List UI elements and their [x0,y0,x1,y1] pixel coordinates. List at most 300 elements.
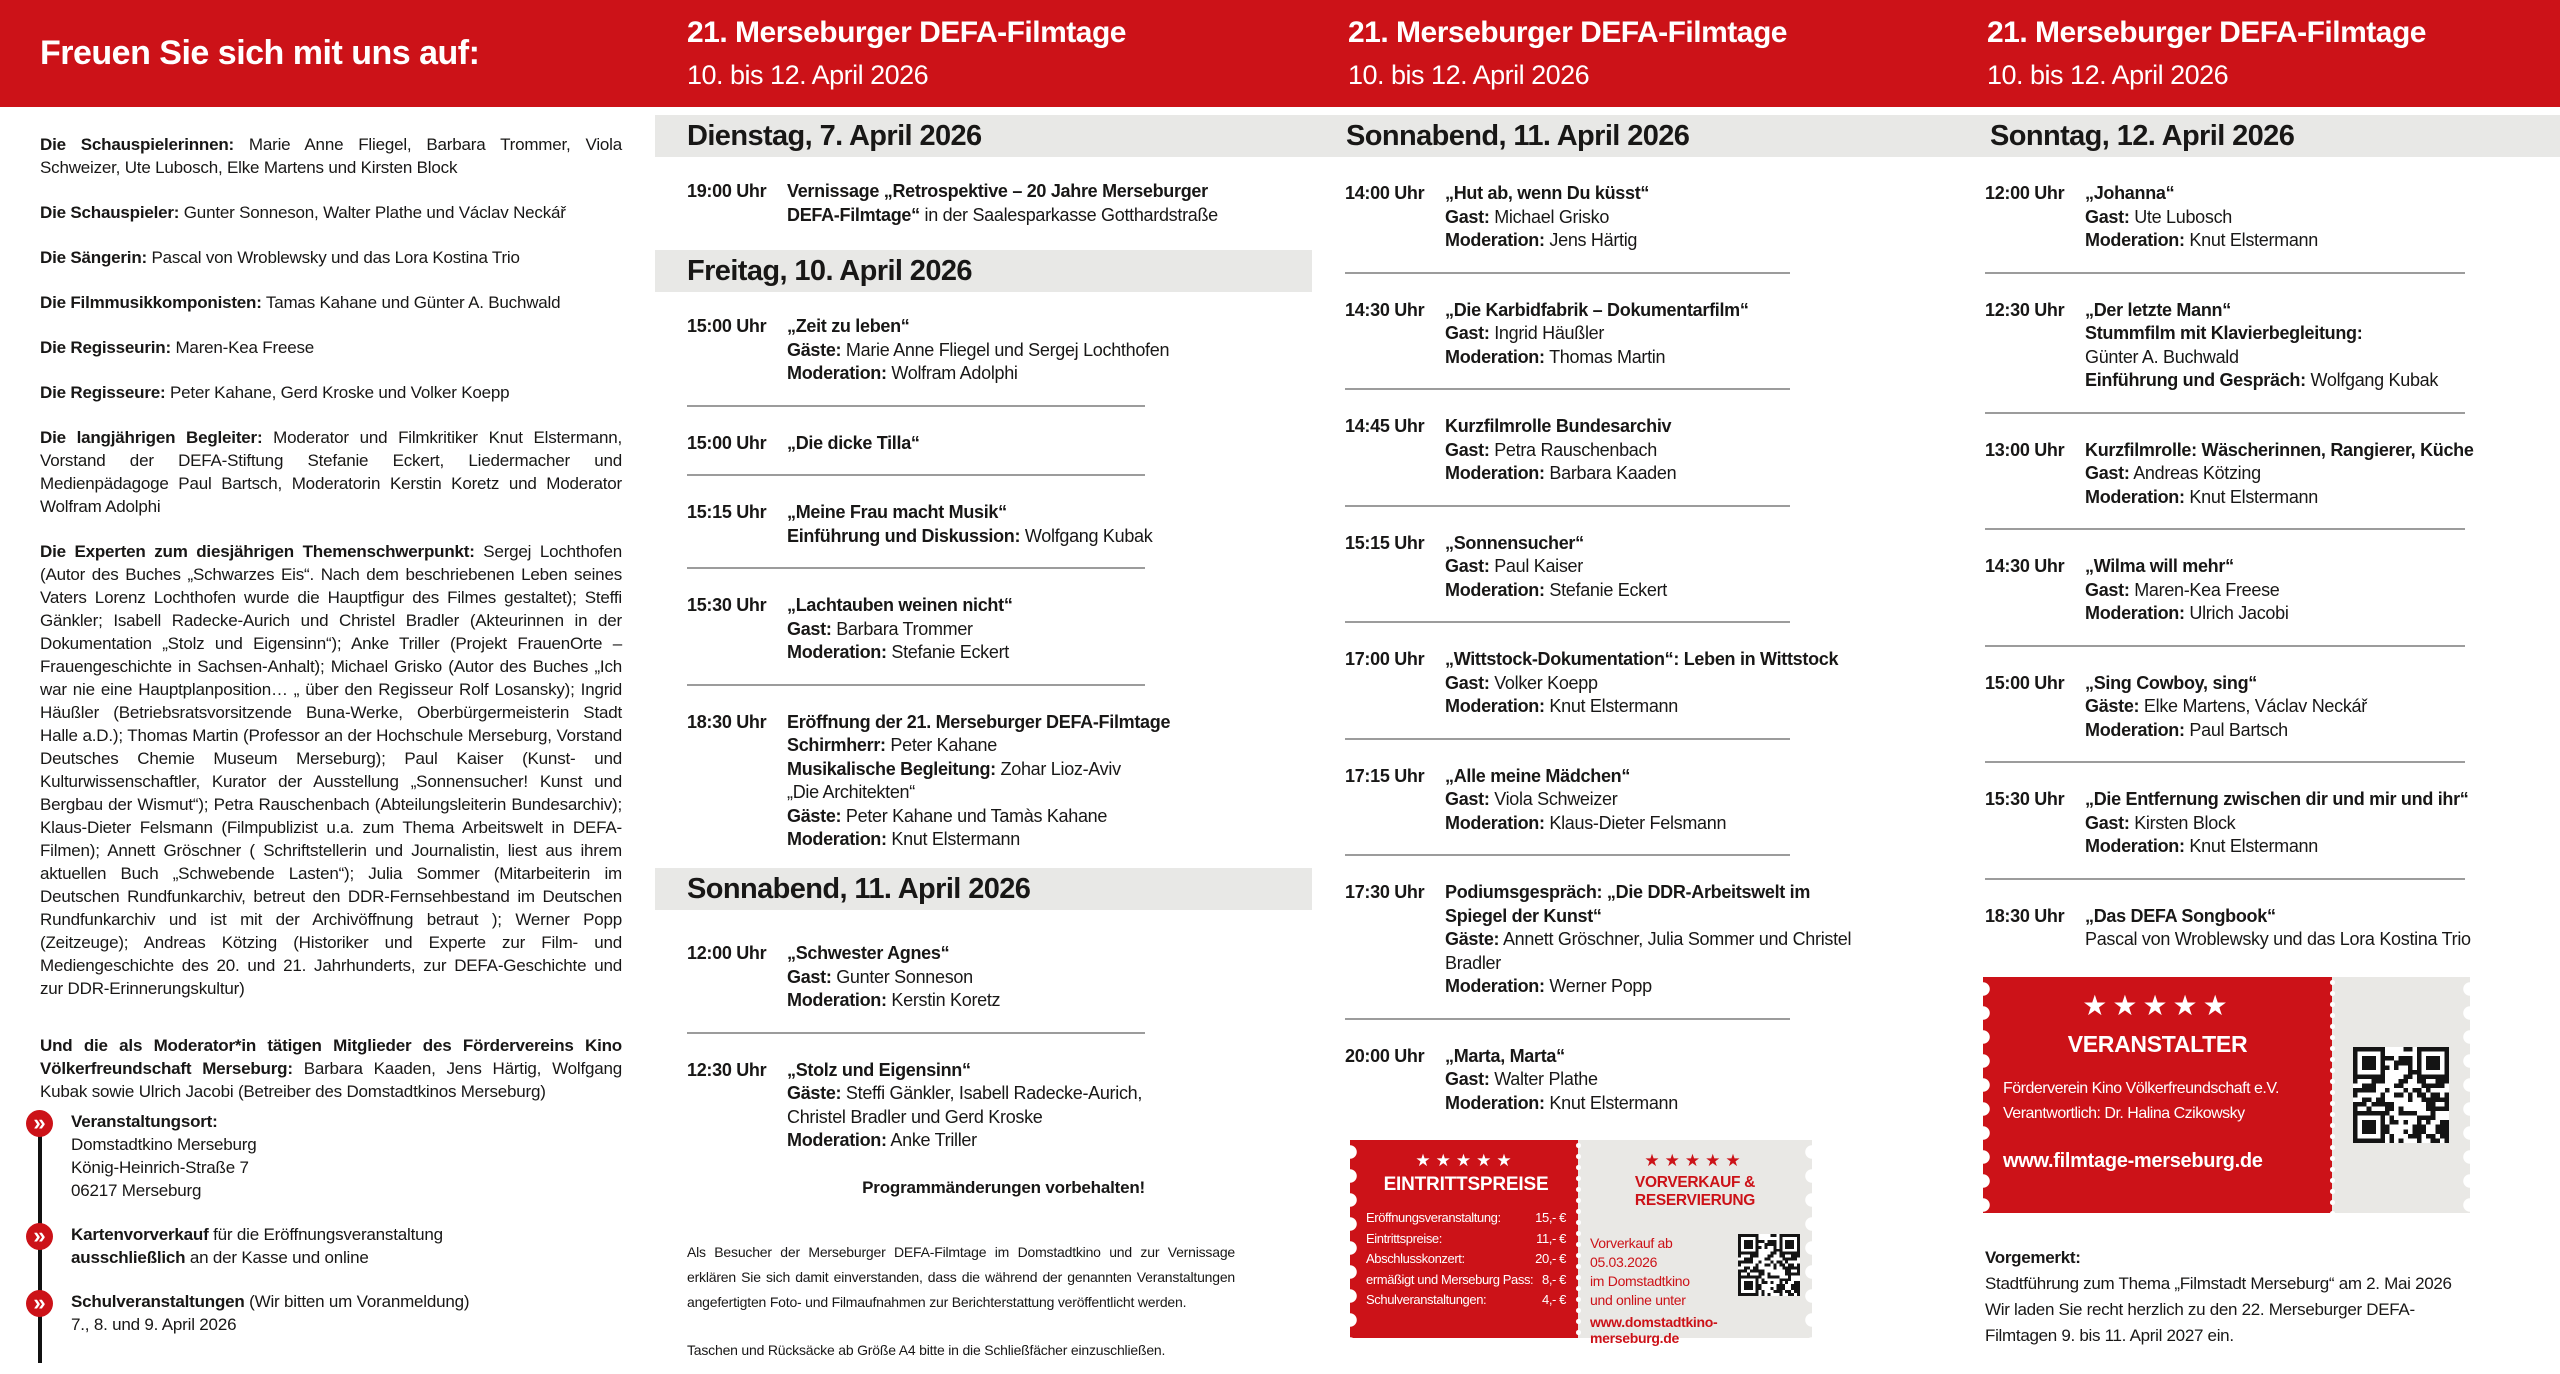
bold-text: Kartenvorverkauf [71,1225,209,1244]
paragraph-lead: Die Filmmusikkomponisten: [40,293,262,312]
event-line [787,180,1218,204]
regular-text: Knut Elstermann [1544,696,1678,716]
event-line [2085,695,2367,719]
regular-text: Walter Plathe [1489,1069,1598,1089]
event-time: 12:00 Uhr [687,943,767,963]
event-row [687,1059,1145,1153]
info-item-text [71,1290,469,1336]
event-time: 15:15 Uhr [1345,532,1425,553]
event-line [2085,346,2438,370]
intro-paragraph [40,1034,622,1103]
event-line [1445,765,1726,789]
regular-text: Elke Martens, Václav Neckář [2139,696,2367,716]
event-details [2085,672,2367,743]
event-row [1345,648,1839,719]
event-divider [687,567,1145,569]
regular-text: (Wir bitten um Voranmeldung) [244,1292,470,1311]
event-line [1445,812,1726,836]
qr-code [1738,1234,1800,1296]
bold-text: DEFA-Filmtage“ [787,204,920,225]
event-time: 14:45 Uhr [1345,416,1425,436]
event-line [787,781,1170,805]
day-label: Sonntag, 12. April 2026 [1990,120,2295,152]
regular-text: Volker Koepp [1489,672,1598,693]
event-line [1445,555,1667,579]
event-divider [1345,854,1790,856]
outro-line: Stadtführung zum Thema „Filmstadt Merseburg“ am 2. Mai 2026 [1985,1274,2452,1293]
day-label: Freitag, 10. April 2026 [687,255,972,287]
bold-text: Gast: [2085,463,2130,483]
regular-text: König-Heinrich-Straße 7 [71,1158,249,1177]
header-band [0,0,2560,107]
bold-text: „Die Karbidfabrik – Dokumentarfilm“ [1445,299,1749,320]
bold-text: „Wilma will mehr“ [2085,556,2234,576]
star-icon: ★ [1476,1151,1497,1170]
event-line [1445,415,1676,439]
bold-text: „Das DEFA Songbook“ [2085,905,2276,926]
event-line [1445,579,1667,603]
bold-text: Moderation: [1445,463,1545,483]
event-line [2085,369,2438,393]
regular-text: Thomas Martin [1544,346,1666,367]
info-line [71,1246,443,1269]
event-details [1445,415,1676,486]
event-line [787,362,1169,386]
festival-title: 21. Merseburger DEFA-Filmtage [1348,16,1787,49]
bold-text: Schirmherr: [787,735,886,755]
event-line [1445,695,1838,719]
bold-text: „Meine Frau macht Musik“ [787,502,1007,522]
bold-text: Gast: [2085,206,2130,227]
event-line [2085,462,2474,486]
regular-text: Domstadtkino Merseburg [71,1135,257,1154]
event-details [1445,648,1838,719]
event-line [1445,322,1749,346]
star-icon: ★ [2082,990,2113,1021]
bold-text: Gast: [787,618,832,639]
regular-text: Pascal von Wroblewsky und das Lora Kostina Trio [2085,929,2471,949]
bold-text: Moderation: [787,642,887,662]
event-line [787,432,920,456]
price-row [1366,1249,1566,1270]
bold-text: „Hut ab, wenn Du küsst“ [1445,183,1650,203]
info-item-text [71,1223,443,1269]
outro-lines [1985,1271,2477,1349]
info-line [71,1290,469,1313]
day-label: Dienstag, 7. April 2026 [687,120,982,152]
regular-text: Steffi Gänkler, Isabell Radecke-Aurich, [841,1083,1143,1103]
double-chevron-icon: » [26,1223,53,1250]
bold-text: Gäste: [787,805,842,826]
event-line [787,204,1218,228]
bold-text: Moderation: [1445,1092,1545,1113]
event-details [787,594,1013,665]
event-time: 17:30 Uhr [1345,882,1425,902]
price-value: 4,- € [1541,1292,1566,1307]
event-details [787,501,1152,548]
regular-text: Stefanie Eckert [886,642,1009,662]
event-time: 17:15 Uhr [1345,765,1425,786]
event-divider [1985,761,2465,763]
info-list [26,1110,586,1357]
event-row [687,432,1145,456]
regular-text: Knut Elstermann [886,829,1020,849]
price-row [1366,1229,1566,1250]
event-line [1445,975,1851,999]
event-line [2085,182,2318,206]
event-details [1445,532,1667,603]
organizer-qr-panel [2332,977,2470,1213]
event-line [787,711,1170,735]
paragraph-text: Gunter Sonneson, Walter Plathe und Václav Neckář [179,203,566,222]
event-line [2085,439,2474,463]
event-line [1445,905,1851,929]
event-line [2085,719,2367,743]
star-icon: ★ [1725,1151,1746,1170]
event-divider [1345,505,1790,507]
price-value: 8,- € [1541,1271,1566,1287]
event-row [1985,672,2465,743]
paragraph-text: Maren-Kea Freese [170,338,315,357]
festival-title: 21. Merseburger DEFA-Filmtage [687,16,1126,49]
event-line [787,1059,1142,1083]
program-section [1985,182,2474,952]
presale-panel [1578,1140,1812,1346]
event-details [787,942,1000,1013]
event-line [787,641,1013,665]
regular-text: Knut Elstermann [2184,836,2318,856]
regular-text: Paul Kaiser [1489,556,1583,576]
bold-text: Stummfilm mit Klavierbegleitung: [2085,323,2363,343]
bold-text: ausschließlich [71,1248,186,1267]
ticket-perforation [2330,977,2335,1213]
event-line [1445,532,1667,556]
bold-text: „Schwester Agnes“ [787,943,950,963]
regular-text: 06217 Merseburg [71,1181,202,1200]
double-chevron-icon: » [26,1290,53,1317]
event-time: 20:00 Uhr [1345,1045,1425,1066]
event-divider [1985,878,2465,880]
event-time: 18:30 Uhr [687,711,767,732]
bold-text: Gast: [2085,579,2130,600]
event-details [2085,788,2469,859]
qr-code [2353,1047,2449,1143]
star-icon: ★ [1644,1151,1665,1170]
bags-note: Taschen und Rücksäcke ab Größe A4 bitte in die Schließfächer einzuschließen. [687,1342,1166,1358]
star-icon: ★ [1435,1151,1456,1170]
star-icon: ★ [1415,1151,1436,1170]
bold-text: Moderation: [787,1130,887,1150]
bold-text: Gäste: [787,339,842,360]
event-row [687,501,1153,548]
presale-line: und online unter [1590,1292,1686,1308]
regular-text: Annett Gröschner, Julia Sommer und Christel [1499,929,1852,949]
regular-text: Maren-Kea Freese [2129,579,2280,600]
event-line [787,618,1013,642]
regular-text: Andreas Kötzing [2129,463,2261,483]
event-details [2085,299,2438,393]
organizer-line: Förderverein Kino Völkerfreundschaft e.V. [2003,1080,2279,1097]
bold-text: Moderation: [1445,696,1545,716]
event-line [2085,905,2471,929]
event-line [787,315,1169,339]
event-line [1445,346,1749,370]
star-icon: ★ [2142,990,2173,1021]
regular-text: für die Eröffnungsveranstaltung [208,1225,443,1244]
bold-text: „Wittstock-Dokumentation“: Leben in Wittstock [1445,649,1839,669]
event-details [787,315,1169,386]
bold-text: Kurzfilmrolle Bundesarchiv [1445,416,1672,436]
event-line [2085,812,2469,836]
bold-text: Moderation: [1445,230,1545,250]
prices-panel [1350,1140,1578,1338]
bold-text: Moderation: [1445,579,1545,600]
festival-header [687,15,1126,91]
event-time: 18:30 Uhr [1985,905,2065,926]
event-line [2085,579,2289,603]
event-line [1445,672,1838,696]
bold-text: Moderation: [2085,836,2185,856]
event-line [2085,602,2289,626]
event-line [2085,928,2471,952]
paragraph-lead: Die Experten zum diesjährigen Themenschwerpunkt: [40,542,475,561]
regular-text: Barbara Kaaden [1544,463,1677,483]
bold-text: „Sing Cowboy, sing“ [2085,672,2257,693]
paragraph-text: Peter Kahane, Gerd Kroske und Volker Koepp [165,383,510,402]
bold-text: Moderation: [1445,812,1545,833]
paragraph-text: Moderator und Filmkritiker Knut Elstermann, Vorstand der DEFA-Stiftung Stefanie Eckert, Liedermacher und Medienpädagoge Paul Bartsch, Moderatorin Kerstin Koretz und Moderator Wolfram Adolphi [40,428,622,516]
event-line [787,1082,1142,1106]
regular-text: Petra Rauschenbach [1489,439,1657,460]
intro-column [40,133,622,1125]
event-details [2085,439,2474,510]
event-line [787,758,1170,782]
intro-paragraph [40,336,622,359]
regular-text: Viola Schweizer [1489,789,1618,809]
bold-text: Kurzfilmrolle: Wäscherinnen, Rangierer, Küche [2085,439,2474,460]
bold-text: Moderation: [2085,486,2185,507]
bold-text: Gast: [1445,789,1490,809]
regular-text: Peter Kahane und Tamàs Kahane [841,805,1108,826]
regular-text: Anke Triller [886,1130,977,1150]
bold-text: Gäste: [2085,696,2140,716]
event-row [687,942,1145,1013]
bold-text: Einführung und Diskussion: [787,525,1021,546]
event-details [1445,881,1851,999]
price-label: ermäßigt und Merseburg Pass: [1366,1271,1534,1287]
event-line [2085,299,2438,323]
event-row [1345,415,1790,486]
program-section [687,180,1218,227]
event-divider [1985,272,2465,274]
day-band [655,250,1312,292]
star-icon: ★ [1496,1151,1517,1170]
festival-dates: 10. bis 12. April 2026 [687,60,929,90]
regular-text: Knut Elstermann [1544,1092,1678,1113]
bold-text: Musikalische Begleitung: [787,758,996,779]
presale-info [1590,1234,1738,1310]
organizer-panel [1983,977,2332,1213]
event-divider [1985,528,2465,530]
regular-text: Wolfgang Kubak [1020,525,1153,546]
event-line [1445,788,1726,812]
info-line [71,1156,257,1179]
organizer-heading: VERANSTALTER [2067,1031,2248,1057]
event-line [1445,229,1649,253]
regular-text: Knut Elstermann [2184,230,2318,250]
event-line [2085,486,2474,510]
star-icon: ★ [2202,990,2233,1021]
event-line [787,1129,1142,1153]
bold-text: „Stolz und Eigensinn“ [787,1059,971,1080]
event-row [687,594,1145,665]
bold-text: Gast: [787,966,832,987]
bold-text: Moderation: [787,990,887,1010]
event-time: 14:30 Uhr [1345,299,1425,320]
event-details [787,1059,1142,1153]
regular-text: Ulrich Jacobi [2184,603,2289,623]
festival-dates: 10. bis 12. April 2026 [1987,60,2229,90]
event-time: 13:00 Uhr [1985,439,2065,460]
bold-text: Podiumsgespräch: „Die DDR-Arbeitswelt im [1445,882,1811,902]
bold-text: Gast: [1445,206,1490,227]
info-item [26,1290,586,1336]
organizer-url[interactable]: www.filmtage-merseburg.de [2003,1150,2263,1172]
event-time: 12:30 Uhr [1985,299,2065,320]
paragraph-lead: Die langjährigen Begleiter: [40,428,263,447]
event-line [787,989,1000,1013]
event-line [2085,788,2469,812]
event-divider [1345,388,1790,390]
day-label: Sonnabend, 11. April 2026 [687,873,1031,905]
event-line [787,501,1152,525]
event-divider [687,474,1145,476]
festival-header [1348,15,1787,91]
regular-text: Paul Bartsch [2184,719,2288,740]
price-row [1366,1208,1566,1229]
intro-paragraph [40,246,622,269]
bold-text: Gäste: [1445,929,1500,949]
event-row [1345,1045,1790,1116]
bold-text: „Alle meine Mädchen“ [1445,765,1631,786]
info-line [71,1223,443,1246]
regular-text: Barbara Trommer [831,618,973,639]
event-divider [1345,272,1790,274]
regular-text: in der Saalesparkasse Gotthardstraße [919,204,1218,225]
bold-text: Moderation: [2085,230,2185,250]
star-icons [1983,989,2332,1023]
program-section [1345,182,1852,1115]
regular-text: „Die Architekten“ [787,782,915,802]
event-time: 19:00 Uhr [687,181,767,201]
organizer-info [1983,1076,2332,1126]
star-icon: ★ [1684,1151,1706,1170]
regular-text: Peter Kahane [885,735,997,755]
event-time: 15:30 Uhr [687,595,767,615]
regular-text: Zohar Lioz-Aviv [995,758,1121,779]
bold-text: „Zeit zu leben“ [787,316,910,336]
event-details [2085,905,2471,952]
info-item-text [71,1110,257,1202]
paragraph-lead: Die Regisseurin: [40,338,171,357]
event-row [1985,182,2465,253]
outro-heading: Vorgemerkt: [1985,1248,2081,1267]
event-line [787,594,1013,618]
event-details [2085,555,2289,626]
festival-dates: 10. bis 12. April 2026 [1348,60,1590,90]
bold-text: Gast: [1445,1069,1490,1089]
event-details [1445,182,1649,253]
event-row [687,711,1171,852]
event-line [2085,322,2438,346]
event-time: 15:00 Uhr [687,316,767,336]
bold-text: Moderation: [787,829,887,849]
presale-url[interactable]: www.domstadtkino-merseburg.de [1590,1314,1718,1346]
event-row [1985,439,2474,510]
regular-text: Kerstin Koretz [886,990,1001,1010]
bold-text: Schulveranstaltungen [71,1292,245,1311]
event-line [2085,229,2318,253]
event-line [1445,1045,1678,1069]
paragraph-text: Pascal von Wroblewsky und das Lora Kostina Trio [146,248,520,267]
info-line [71,1110,257,1133]
star-icons [1366,1150,1566,1172]
bold-text: Moderation: [787,363,887,383]
regular-text: Knut Elstermann [2184,486,2318,507]
price-row [1366,1270,1566,1291]
regular-text: Michael Grisko [1489,206,1610,227]
event-divider [1345,621,1790,623]
event-line [2085,206,2318,230]
event-line [787,339,1169,363]
star-icon: ★ [2112,990,2143,1021]
event-line [787,525,1152,549]
festival-title: 21. Merseburger DEFA-Filmtage [1987,16,2426,49]
star-icon: ★ [1705,1151,1726,1170]
regular-text: Klaus-Dieter Felsmann [1544,812,1727,833]
bold-text: „Johanna“ [2085,183,2175,203]
regular-text: Werner Popp [1544,976,1652,996]
photo-consent-note: Als Besucher der Merseburger DEFA-Filmtage im Domstadtkino und zur Vernissage erklären Sie sich damit einverstanden, dass die während der genannten Veranstaltungen angefertigten Foto- und Filmaufnahmen zur Berichterstattung veröffentlicht werden. [687,1244,1235,1310]
event-line [1445,439,1676,463]
regular-text: Günter A. Buchwald [2085,346,2239,367]
event-line [1445,1068,1678,1092]
program-section [687,315,1171,852]
event-row [1985,905,2471,952]
event-divider [687,684,1145,686]
regular-text: Wolfram Adolphi [886,363,1018,383]
price-label: Abschlusskonzert: [1366,1251,1465,1266]
event-details [1445,299,1749,370]
price-value: 11,- € [1536,1230,1566,1246]
info-item [26,1223,586,1269]
event-time: 14:00 Uhr [1345,183,1425,203]
paragraph-text: Marie Anne Fliegel, Barbara Trommer, Viola Schweizer, Ute Lubosch, Elke Martens und Kirsten Block [40,135,622,177]
bold-text: Gast: [1445,439,1490,460]
intro-paragraph [40,426,622,518]
event-details [1445,1045,1678,1116]
star-icons [1590,1150,1800,1172]
bold-text: Gast: [1445,672,1490,693]
outro-line: Wir laden Sie recht herzlich zu den 22. Merseburger DEFA-Filmtagen 9. bis 11. April 2027 ein. [1985,1300,2415,1345]
program-section [687,942,1145,1153]
event-divider [1985,412,2465,414]
paragraph-lead: Die Sängerin: [40,248,147,267]
event-divider [1985,645,2465,647]
bold-text: „Die Entfernung zwischen dir und mir und ihr“ [2085,789,2469,809]
info-line [71,1133,257,1156]
price-table [1366,1208,1566,1311]
